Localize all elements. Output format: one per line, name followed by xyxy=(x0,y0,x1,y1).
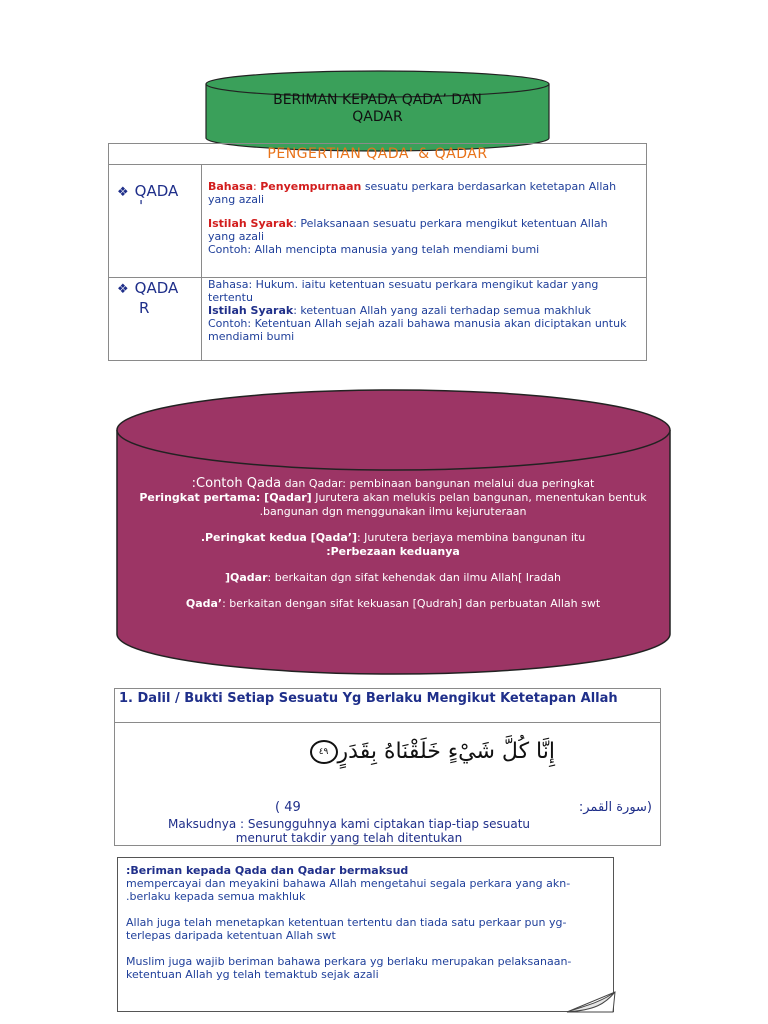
contoh-line4 xyxy=(118,531,668,545)
contoh-line3: .bangunan dgn menggunakan ilmu kejuruteraan xyxy=(259,505,527,518)
qada-bahasa-key: Penyempurnaan xyxy=(260,180,362,193)
qada-bahasa-text: sesuatu perkara berdasarkan ketetapan Allah yang azali xyxy=(208,180,617,206)
qada-contoh: Contoh: Allah mencipta manusia yang telah mendiami bumi xyxy=(208,243,540,256)
surah-name: (سورة القمر: xyxy=(578,800,652,815)
qadar-contoh: Contoh: Ketentuan Allah sejah azali bahawa manusia akan diciptakan untuk mendiami bumi xyxy=(208,317,627,343)
note-p3-line2: ketentuan Allah yg telah temaktub sejak azali xyxy=(126,968,379,981)
diamond-bullet-icon: ❖ xyxy=(117,282,129,297)
note-p1-line1: mempercayai dan meyakini bahawa Allah mengetahui segala perkara yang akn- xyxy=(126,877,571,890)
qada-istilah-label: Istilah Syarak xyxy=(208,217,294,230)
qadar-bahasa: Bahasa: Hukum. iaitu ketentuan sesuatu perkara mengikut kadar yang tertentu xyxy=(208,278,599,304)
verse-meaning xyxy=(139,817,559,845)
verse-meaning-line1: Maksudnya : Sesungguhnya kami ciptakan tiap-tiap sesuatu xyxy=(167,817,530,831)
qadar-istilah xyxy=(208,304,638,317)
contoh-line1-text: dan Qadar: pembinaan bangunan melalui dua peringkat xyxy=(281,477,595,490)
verse-end-marker-icon: ٤٩ xyxy=(310,740,338,764)
contoh-line2 xyxy=(118,491,668,505)
verse-number: ( 49 xyxy=(275,800,301,815)
qada-definition-cell xyxy=(208,180,638,256)
qada-istilah xyxy=(208,217,638,243)
peringkat-pertama-label: Peringkat pertama: [Qadar] xyxy=(139,491,312,504)
table-divider xyxy=(201,164,202,361)
qadar-istilah-label: Istilah Syarak xyxy=(208,304,294,317)
dalil-box xyxy=(114,688,661,846)
verse-meaning-line2: menurut takdir yang telah ditentukan xyxy=(235,831,463,845)
qadar-istilah-text: : ketentuan Allah yang azali terhadap semua makhluk xyxy=(293,304,592,317)
page-curl-icon xyxy=(565,990,617,1016)
note-text xyxy=(126,864,610,981)
contoh-line7 xyxy=(118,597,668,611)
diamond-bullet-icon: ❖ xyxy=(117,185,129,200)
contoh-line1 xyxy=(118,477,668,491)
term-qadar-label: QADA xyxy=(134,279,179,297)
note-box xyxy=(117,857,614,1012)
definition-table-header: PENGERTIAN QADA' & QADAR xyxy=(109,144,646,165)
dalil-title: 1. Dalil / Bukti Setiap Sesuatu Yg Berlaku Mengikut Ketetapan Allah xyxy=(115,689,660,723)
qada-label: Qada’ xyxy=(185,597,223,610)
perbezaan-heading: :Perbezaan keduanya xyxy=(326,545,460,558)
qada-istilah-text: : Pelaksanaan sesuatu perkara mengikut ketentuan Allah yang azali xyxy=(208,217,608,243)
contoh-line2-text: Jurutera akan melukis pelan bangunan, menentukan bentuk xyxy=(311,491,647,504)
contoh-block xyxy=(118,477,668,611)
term-qada xyxy=(117,182,201,215)
quran-verse-text: إِنَّا كُلَّ شَيْءٍ خَلَقْنَاهُ بِقَدَرٍ xyxy=(337,739,555,764)
qadar-definition-cell xyxy=(208,278,638,343)
qada-bahasa xyxy=(208,180,638,206)
page-title-line2: QADAR xyxy=(352,109,403,125)
note-heading: :Beriman kepada Qada dan Qadar bermaksud xyxy=(126,864,409,877)
contoh-line4-text: : Jurutera berjaya membina bangunan itu xyxy=(356,531,586,544)
definition-table xyxy=(108,143,647,361)
note-p1-line2: .berlaku kepada semua makhluk xyxy=(126,890,306,903)
qada-bahasa-label: Bahasa xyxy=(208,180,254,193)
contoh-line7-text: : berkaitan dengan sifat kekuasan [Qudrah] dan perbuatan Allah swt xyxy=(222,597,601,610)
term-qadar-overflow: R xyxy=(139,299,150,317)
note-p2-line2: terlepas daripada ketentuan Allah swt xyxy=(126,929,336,942)
qadar-label: ]Qadar xyxy=(224,571,268,584)
qada-bahasa-sep: : xyxy=(253,180,261,193)
note-p3-line1: Muslim juga wajib beriman bahawa perkara yg berlaku merupakan pelaksanaan- xyxy=(126,955,572,968)
term-qada-overflow: ' xyxy=(139,197,144,215)
contoh-line6-text: : berkaitan dgn sifat kehendak dan ilmu Allah[ Iradah xyxy=(267,571,562,584)
note-p2-line1: Allah juga telah menetapkan ketentuan tertentu dan tiada satu perkaar pun yg- xyxy=(126,916,567,929)
page-title-line1: BERIMAN KEPADA QADA’ DAN xyxy=(273,92,482,108)
peringkat-kedua-label: .Peringkat kedua [Qada’] xyxy=(200,531,357,544)
term-qadar xyxy=(117,279,201,317)
quran-verse xyxy=(285,739,555,764)
term-qada-label: QADA xyxy=(134,182,179,200)
contoh-heading: :Contoh Qada xyxy=(191,476,282,491)
page-title xyxy=(205,92,550,126)
contoh-line6 xyxy=(118,571,668,585)
